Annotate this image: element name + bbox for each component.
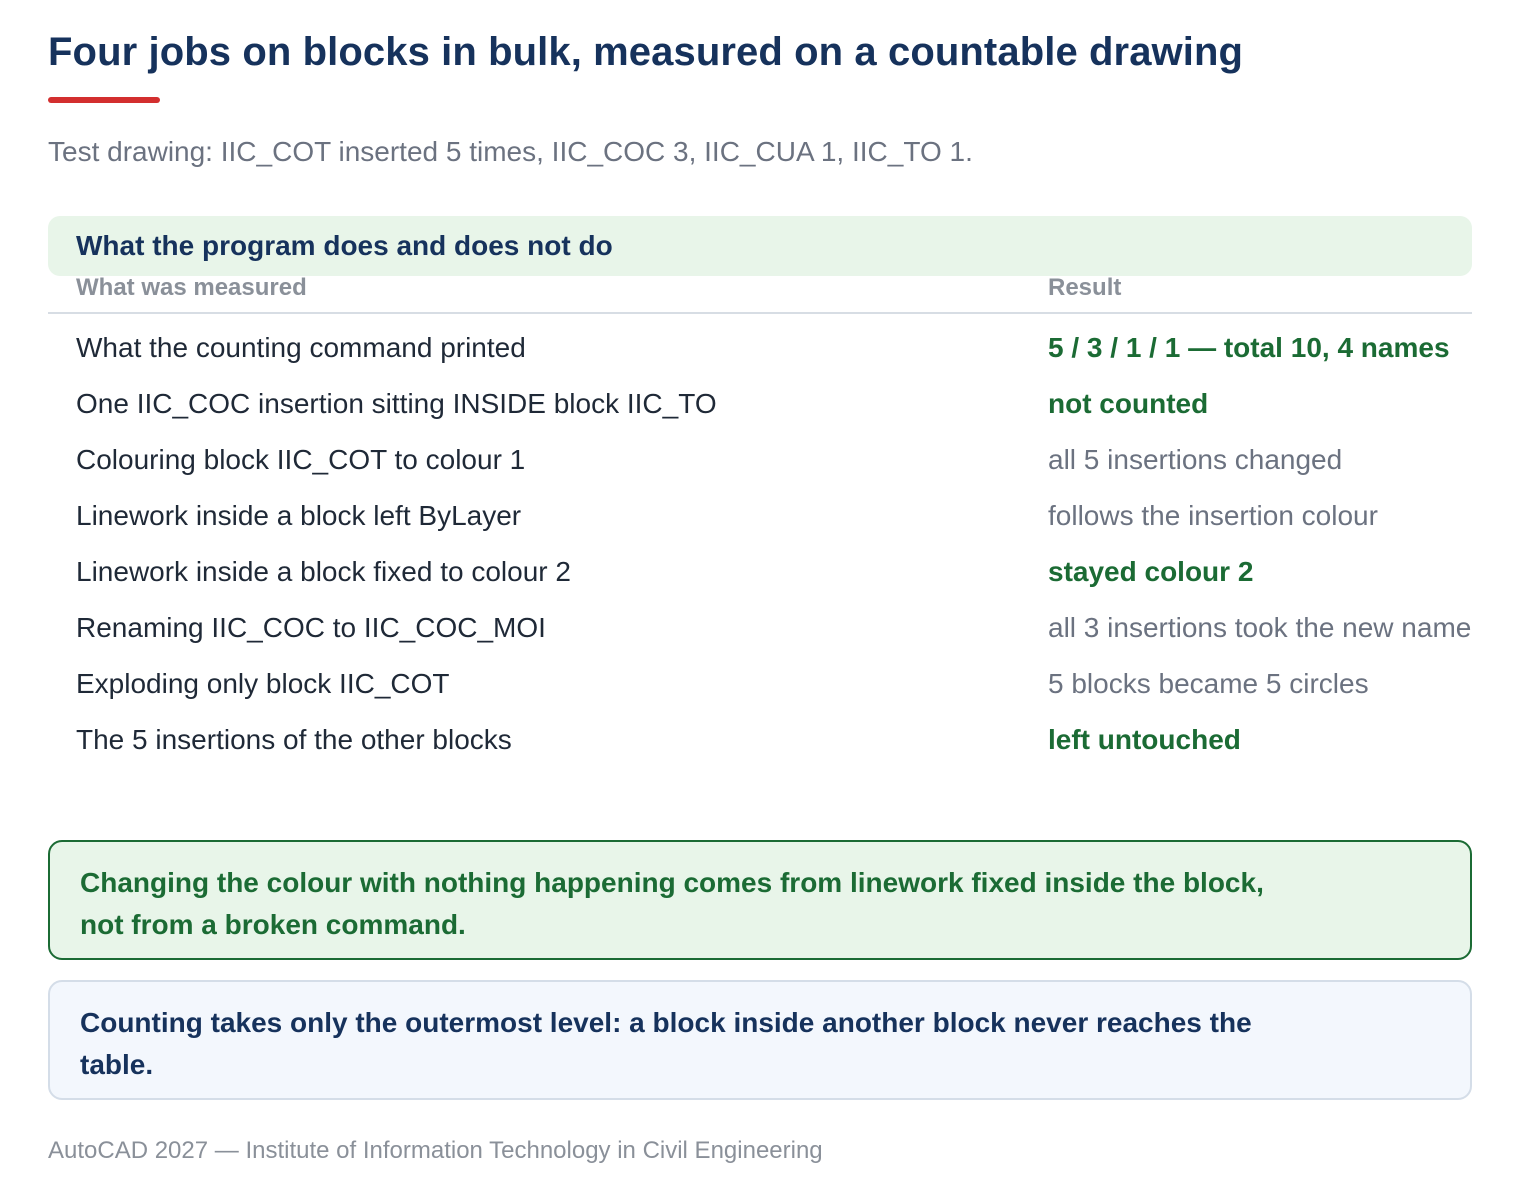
table-row xyxy=(48,318,1472,374)
measured-cell: The 5 insertions of the other blocks xyxy=(76,724,512,755)
section-title: What the program does and does not do xyxy=(76,230,613,261)
results-table xyxy=(48,270,1472,766)
table-row xyxy=(48,430,1472,486)
callout-counting-note-text: Counting takes only the outermost level: a block inside another block never reaches the table. xyxy=(80,1007,1252,1080)
table-header xyxy=(48,270,1472,314)
callout-counting-note xyxy=(48,980,1472,1100)
measured-cell: Linework inside a block left ByLayer xyxy=(76,500,522,531)
table-row xyxy=(48,486,1472,542)
table-body xyxy=(48,318,1472,766)
footer-text: AutoCAD 2027 — Institute of Information Technology in Civil Engineering xyxy=(48,1137,823,1164)
result-cell: all 3 insertions took the new name xyxy=(1048,612,1472,643)
measured-cell: What the counting command printed xyxy=(76,332,526,363)
title-accent-rule xyxy=(48,97,160,103)
result-cell: follows the insertion colour xyxy=(1048,500,1378,531)
result-cell: left untouched xyxy=(1048,724,1241,755)
column-header-result: Result xyxy=(1048,274,1122,301)
table-row xyxy=(48,542,1472,598)
result-cell: all 5 insertions changed xyxy=(1048,444,1343,475)
result-cell: stayed colour 2 xyxy=(1048,556,1254,587)
callout-colour-note-text: Changing the colour with nothing happening comes from linework fixed inside the block, not from a broken command. xyxy=(80,867,1264,940)
callout-colour-note xyxy=(48,840,1472,960)
table-row xyxy=(48,654,1472,710)
page-subtitle: Test drawing: IIC_COT inserted 5 times, IIC_COC 3, IIC_CUA 1, IIC_TO 1. xyxy=(48,136,973,167)
measured-cell: One IIC_COC insertion sitting INSIDE block IIC_TO xyxy=(76,388,717,419)
result-cell: not counted xyxy=(1048,388,1209,419)
result-cell: 5 / 3 / 1 / 1 — total 10, 4 names xyxy=(1048,332,1450,363)
table-row xyxy=(48,598,1472,654)
column-header-measured: What was measured xyxy=(76,274,307,301)
page-title: Four jobs on blocks in bulk, measured on a countable drawing xyxy=(48,30,1244,74)
measured-cell: Renaming IIC_COC to IIC_COC_MOI xyxy=(76,612,546,643)
section-header xyxy=(48,216,1472,276)
table-row xyxy=(48,374,1472,430)
measured-cell: Colouring block IIC_COT to colour 1 xyxy=(76,444,526,475)
table-row xyxy=(48,710,1472,766)
measured-cell: Linework inside a block fixed to colour 2 xyxy=(76,556,571,587)
measured-cell: Exploding only block IIC_COT xyxy=(76,668,450,699)
result-cell: 5 blocks became 5 circles xyxy=(1048,668,1369,699)
